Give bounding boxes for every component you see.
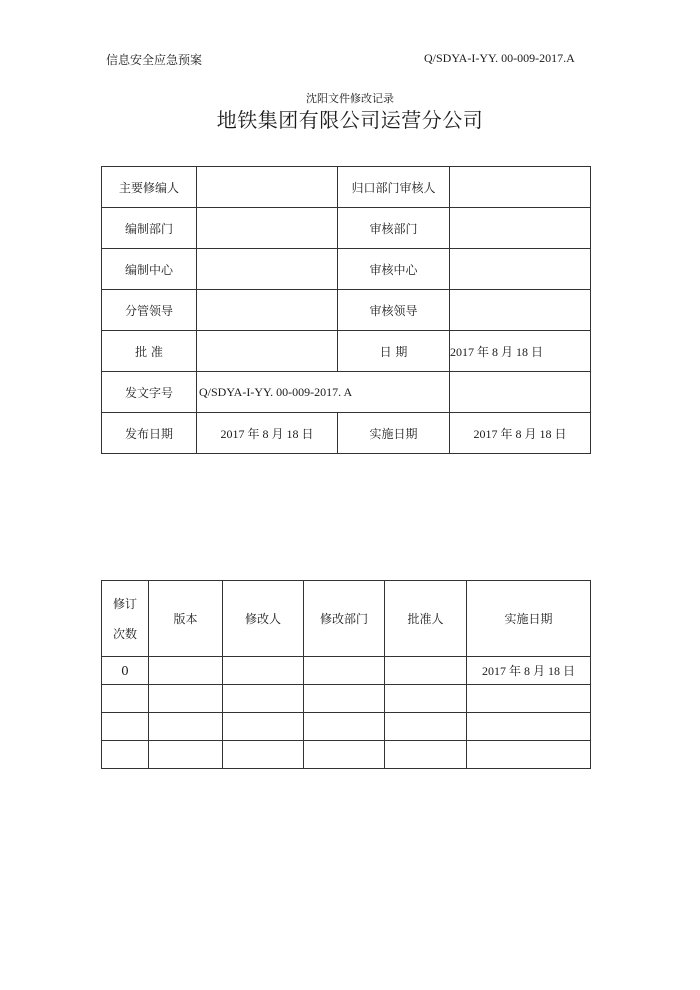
header-revision-count <box>102 581 149 657</box>
value-compile-center <box>197 249 338 290</box>
table-cell <box>385 685 467 713</box>
revision-header-row <box>102 581 591 657</box>
info-row-leader <box>102 290 591 331</box>
info-row-editor <box>102 167 591 208</box>
table-row <box>102 657 591 685</box>
table-cell <box>223 657 304 685</box>
info-table <box>101 166 591 454</box>
table-cell <box>149 685 223 713</box>
label-doc-number: 发文字号 <box>102 372 197 413</box>
label-review-leader: 审核领导 <box>338 290 450 331</box>
table-cell <box>304 741 385 769</box>
table-cell <box>102 685 149 713</box>
table-cell <box>102 713 149 741</box>
label-review-dept: 审核部门 <box>338 208 450 249</box>
value-review-dept <box>450 208 591 249</box>
label-approval: 批 准 <box>102 331 197 372</box>
label-compile-center: 编制中心 <box>102 249 197 290</box>
table-cell <box>385 713 467 741</box>
table-cell <box>467 741 591 769</box>
value-leader <box>197 290 338 331</box>
table-cell <box>385 741 467 769</box>
table-cell <box>304 657 385 685</box>
table-cell <box>223 713 304 741</box>
header-version: 版本 <box>149 581 223 657</box>
header-doc-number: Q/SDYA-I-YY. 00-009-2017.A <box>424 51 575 65</box>
table-row <box>102 685 591 713</box>
value-impl-date: 2017 年 8 月 18 日 <box>450 413 591 454</box>
label-dept-reviewer: 归口部门审核人 <box>338 167 450 208</box>
label-compile-dept: 编制部门 <box>102 208 197 249</box>
label-date: 日 期 <box>338 331 450 372</box>
table-cell <box>467 685 591 713</box>
label-impl-date: 实施日期 <box>338 413 450 454</box>
value-doc-number-extra <box>450 372 591 413</box>
header-left-text: 信息安全应急预案 <box>106 53 203 67</box>
document-title: 地铁集团有限公司运营分公司 <box>216 108 484 132</box>
header-reviser: 修改人 <box>223 581 304 657</box>
document-subtitle: 沈阳文件修改记录 <box>306 92 394 105</box>
info-row-center <box>102 249 591 290</box>
table-cell <box>385 657 467 685</box>
table-cell: 0 <box>102 657 149 685</box>
header-revise-dept: 修改部门 <box>304 581 385 657</box>
label-review-center: 审核中心 <box>338 249 450 290</box>
label-main-editor: 主要修编人 <box>102 167 197 208</box>
info-row-dept <box>102 208 591 249</box>
table-cell <box>304 713 385 741</box>
table-cell <box>223 741 304 769</box>
table-cell <box>149 713 223 741</box>
value-date: 2017 年 8 月 18 日 <box>450 331 591 372</box>
header-revision-line2: 次数 <box>112 626 137 641</box>
table-row <box>102 713 591 741</box>
label-publish-date: 发布日期 <box>102 413 197 454</box>
value-review-center <box>450 249 591 290</box>
value-approval <box>197 331 338 372</box>
table-cell <box>149 657 223 685</box>
value-publish-date: 2017 年 8 月 18 日 <box>197 413 338 454</box>
info-row-approval <box>102 331 591 372</box>
header-approver: 批准人 <box>385 581 467 657</box>
value-main-editor <box>197 167 338 208</box>
header-impl-date: 实施日期 <box>467 581 591 657</box>
table-cell <box>304 685 385 713</box>
info-row-docno <box>102 372 591 413</box>
value-dept-reviewer <box>450 167 591 208</box>
value-doc-number: Q/SDYA-I-YY. 00-009-2017. A <box>197 372 450 413</box>
info-row-dates <box>102 413 591 454</box>
header-revision-line1: 修订 <box>112 596 137 611</box>
revision-table <box>101 580 591 769</box>
value-review-leader <box>450 290 591 331</box>
table-cell <box>467 713 591 741</box>
table-cell: 2017 年 8 月 18 日 <box>467 657 591 685</box>
table-cell <box>149 741 223 769</box>
table-row <box>102 741 591 769</box>
label-leader: 分管领导 <box>102 290 197 331</box>
value-compile-dept <box>197 208 338 249</box>
table-cell <box>102 741 149 769</box>
table-cell <box>223 685 304 713</box>
